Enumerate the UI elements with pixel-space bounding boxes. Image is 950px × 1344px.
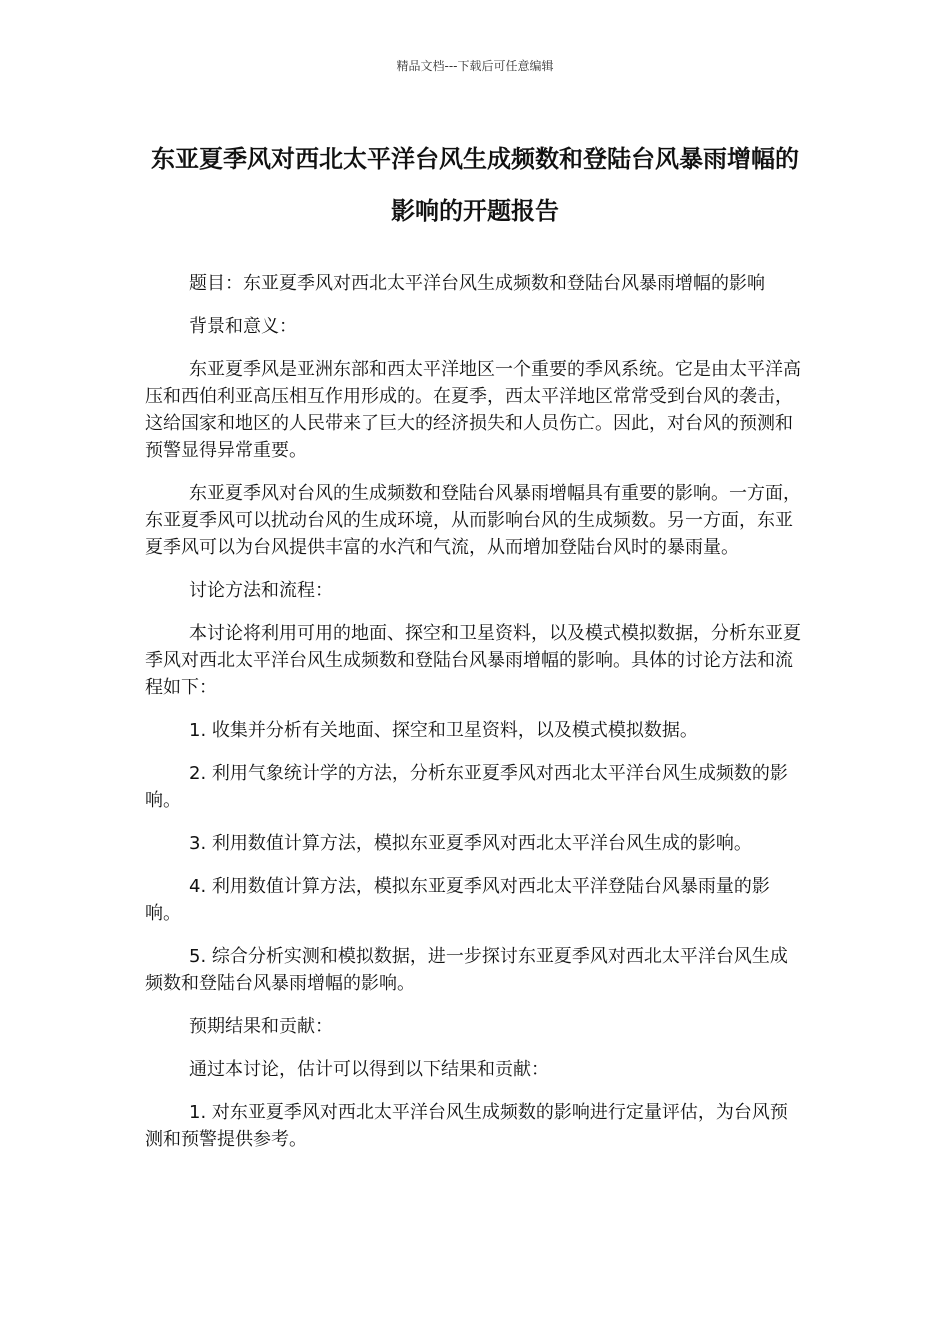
method-step-4: 4. 利用数值计算方法，模拟东亚夏季风对西北太平洋登陆台风暴雨量的影响。 (145, 876, 770, 924)
heading-methods: 讨论方法和流程： (189, 580, 333, 601)
paragraph-topic: 题目：东亚夏季风对西北太平洋台风生成频数和登陆台风暴雨增幅的影响 (189, 273, 765, 294)
method-step-5: 5. 综合分析实测和模拟数据，进一步探讨东亚夏季风对西北太平洋台风生成频数和登陆台风暴雨增幅的影响。 (145, 946, 788, 994)
paragraph-results-intro: 通过本讨论，估计可以得到以下结果和贡献： (189, 1059, 549, 1080)
paragraph-methods-intro: 本讨论将利用可用的地面、探空和卫星资料，以及模式模拟数据，分析东亚夏季风对西北太平洋台风生成频数和登陆台风暴雨增幅的影响。具体的讨论方法和流程如下： (145, 623, 801, 698)
page-header: 精品文档---下载后可任意编辑 (396, 59, 554, 73)
document-body (145, 270, 805, 1169)
result-item-1: 1. 对东亚夏季风对西北太平洋台风生成频数的影响进行定量评估，为台风预测和预警提供参考。 (145, 1102, 788, 1150)
heading-expected-results: 预期结果和贡献： (189, 1016, 333, 1037)
method-step-3: 3. 利用数值计算方法，模拟东亚夏季风对西北太平洋台风生成的影响。 (189, 833, 752, 854)
heading-background: 背景和意义： (189, 316, 297, 337)
document-title: 东亚夏季风对西北太平洋台风生成频数和登陆台风暴雨增幅的影响的开题报告 (151, 145, 799, 225)
paragraph-background-2: 东亚夏季风对台风的生成频数和登陆台风暴雨增幅具有重要的影响。一方面，东亚夏季风可以扰动台风的生成环境，从而影响台风的生成频数。另一方面，东亚夏季风可以为台风提供丰富的水汽和气流，从而增加登陆台风时的暴雨量。 (145, 483, 801, 558)
paragraph-background-1: 东亚夏季风是亚洲东部和西太平洋地区一个重要的季风系统。它是由太平洋高压和西伯利亚高压相互作用形成的。在夏季，西太平洋地区常常受到台风的袭击，这给国家和地区的人民带来了巨大的经济损失和人员伤亡。因此，对台风的预测和预警显得异常重要。 (145, 359, 801, 461)
method-step-2: 2. 利用气象统计学的方法，分析东亚夏季风对西北太平洋台风生成频数的影响。 (145, 763, 788, 811)
method-step-1: 1. 收集并分析有关地面、探空和卫星资料，以及模式模拟数据。 (189, 720, 698, 741)
